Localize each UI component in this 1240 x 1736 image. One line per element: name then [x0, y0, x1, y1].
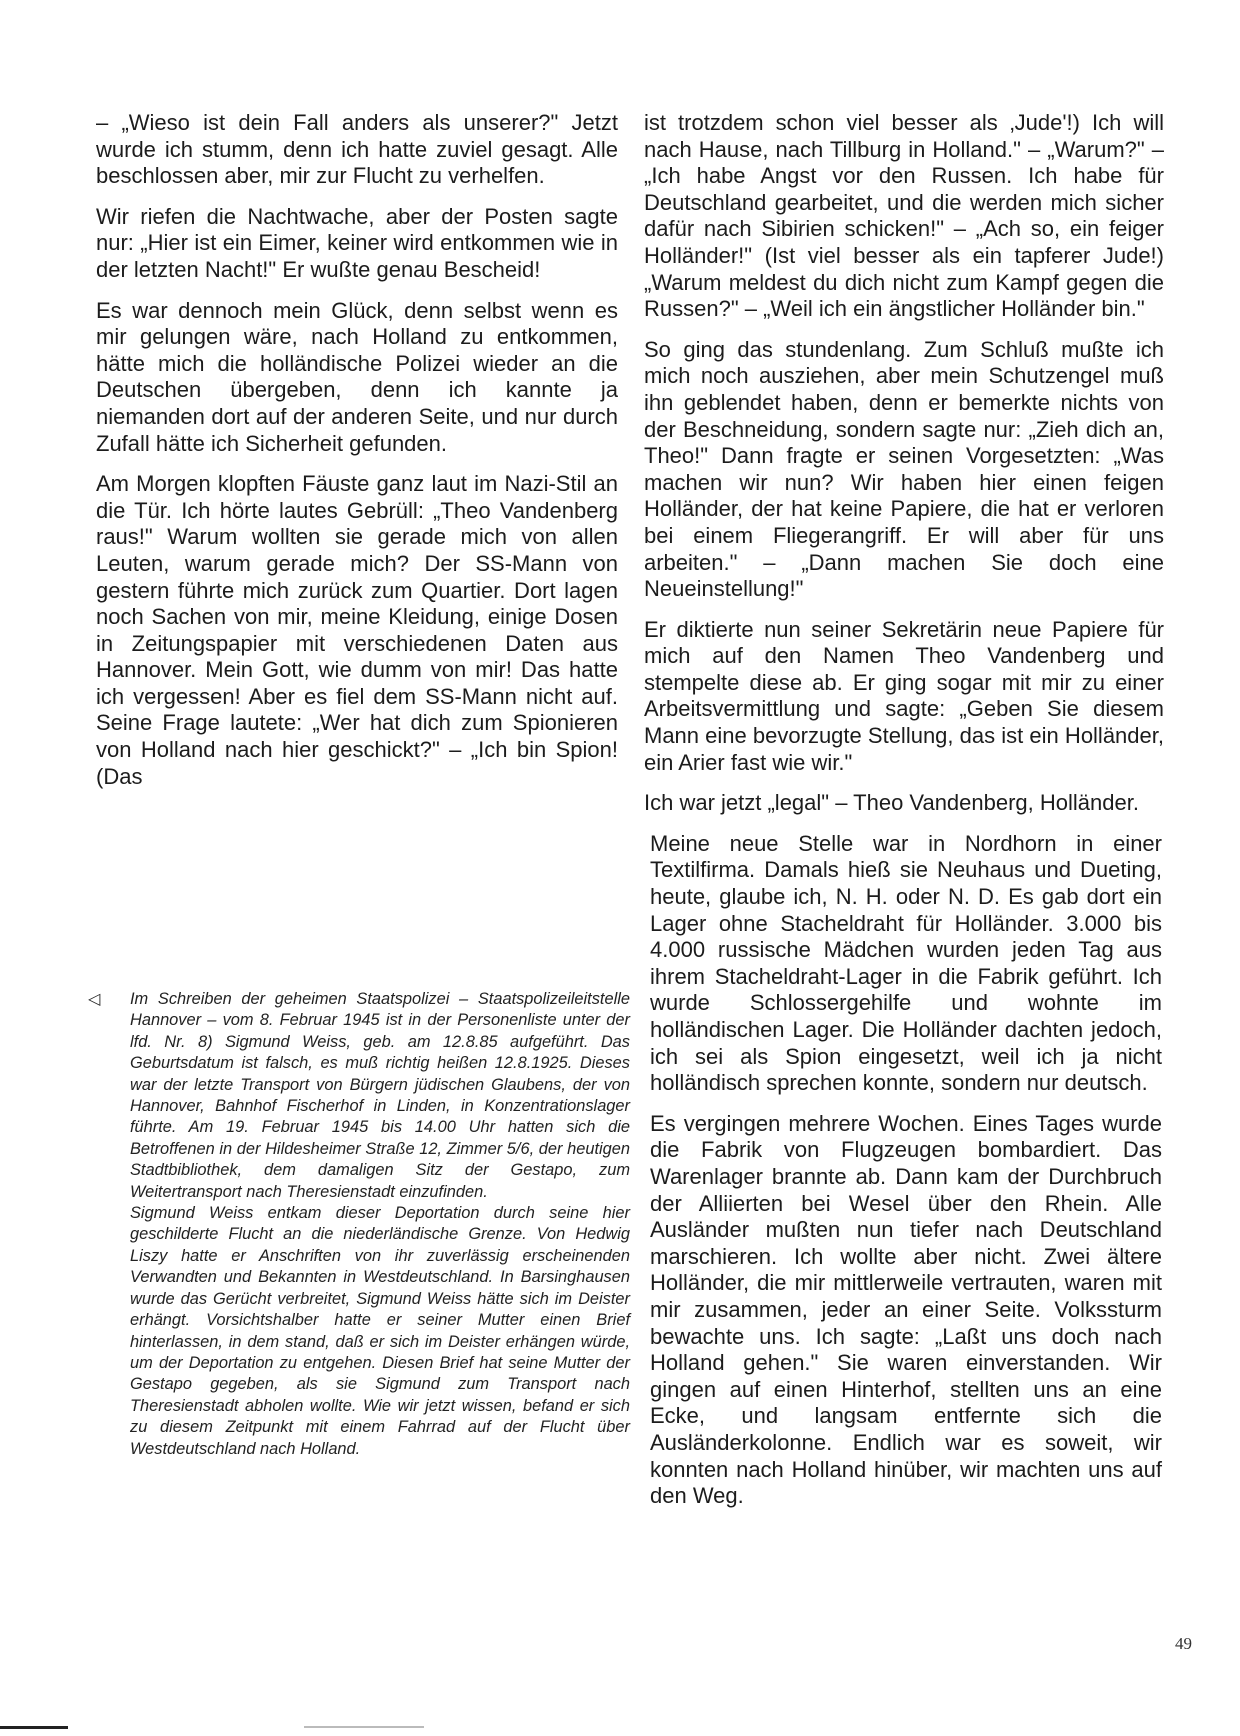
body-paragraph: Es war dennoch mein Glück, denn selbst wenn es mir gelungen wäre, nach Holland zu entkommen, hätte mich die holländische Polizei wieder an die Deutschen übergeben, denn ich kannte ja niemanden dort auf der anderen Seite, und nur durch Zufall hätte ich Sicherheit gefunden. [96, 297, 618, 456]
right-column-lower-block [650, 831, 1162, 1510]
body-paragraph: Ich war jetzt „legal" – Theo Vandenberg, Holländer. [644, 790, 1139, 816]
right-text-column [644, 110, 1164, 1524]
footnote-text: Im Schreiben der geheimen Staatspolizei – Staatspolizeileitstelle Hannover – vom 8. Februar 1945 ist in der Personenliste unter der lfd. Nr. 8) Sigmund Weiss, geb. am 12.8.85 aufgeführt. Das Geburtsdatum ist falsch, es muß richtig heißen 12.8.1925. Dieses war der letzte Transport von Bürgern jüdischen Glaubens, der von Hannover, Bahnhof Fischerhof in Linden, in Konzentrationslager führte. Am 19. Februar 1945 bis 14.00 Uhr hatten sich die Betroffenen in der Hildesheimer Straße 12, Zimmer 5/6, der heutigen Stadtbibliothek, dem damaligen Sitz der Gestapo, zum Weitertransport nach Theresienstadt einzufinden. [130, 990, 630, 1201]
body-paragraph: Es vergingen mehrere Wochen. Eines Tages wurde die Fabrik von Flugzeugen bombardiert. Das Warenlager brannte ab. Dann kam der Durchbruch der Alliierten bei Wesel über den Rhein. Alle Ausländer mußten nun tiefer nach Deutschland marschieren. Ich wollte aber nicht. Zwei ältere Holländer, die mir mittlerweile vertrauten, waren mit mir zusammen, jeder an einer Seite. Volkssturm bewachte uns. Ich sagte: „Laßt uns doch nach Holland gehen." Sie waren einverstanden. Wir gingen auf einen Hinterhof, stellten uns an eine Ecke, und langsam entfernte sich die Ausländerkolonne. Endlich war es soweit, wir konnten nach Holland hinüber, wir machten uns auf den Weg. [650, 1110, 1162, 1509]
body-paragraph: Meine neue Stelle war in Nordhorn in einer Textilfirma. Damals hieß sie Neuhaus und Dueting, heute, glaube ich, N. H. oder N. D. Es gab dort ein Lager ohne Stacheldraht für Holländer. 3.000 bis 4.000 russische Mädchen wurden jeden Tag aus ihrem Stacheldraht-Lager in die Fabrik geführt. Ich wurde Schlossergehilfe und wohnte im holländischen Lager. Die Holländer dachten jedoch, ich sei als Spion eingesetzt, weil ich ja nicht holländisch sprechen konnte, sondern nur deutsch. [650, 830, 1162, 1096]
body-paragraph: – „Wieso ist dein Fall anders als unserer?" Jetzt wurde ich stumm, denn ich hatte zuviel gesagt. Alle beschlossen aber, mir zur Flucht zu verhelfen. [96, 110, 618, 189]
body-paragraph: Am Morgen klopften Fäuste ganz laut im Nazi-Stil an die Tür. Ich hörte lautes Gebrüll: „Theo Vandenberg raus!" Warum wollten sie gerade mich von allen Leuten, warum gerade mich? Der SS-Mann von gestern führte mich zurück zum Quartier. Dort lagen noch Sachen von mir, meine Kleidung, einige Dosen in Zeitungspapier mit verschiedenen Daten aus Hannover. Mein Gott, wie dumm von mir! Das hatte ich vergessen! Aber es fiel dem SS-Mann nicht auf. Seine Frage lautete: „Wer hat dich zum Spionieren von Holland nach hier geschickt?" – „Ich bin Spion! (Das [96, 471, 618, 789]
body-paragraph: ist trotzdem schon viel besser als ‚Jude'!) Ich will nach Hause, nach Tillburg in Holland." – „Warum?" – „Ich habe Angst vor den Russen. Ich habe für Deutschland gearbeitet, und die werden mich sicher dafür nach Sibirien schicken!" – „Ach so, ein feiger Holländer!" (Ist viel besser als ein tapferer Jude!) „Warum meldest du dich nicht zum Kampf gegen die Russen?" – „Weil ich ein ängstlicher Holländer bin." [644, 110, 1164, 322]
body-paragraph: Wir riefen die Nachtwache, aber der Posten sagte nur: „Hier ist ein Eimer, keiner wird entkommen wie in der letzten Nacht!" Er wußte genau Bescheid! [96, 203, 618, 282]
body-paragraph: Er diktierte nun seiner Sekretärin neue Papiere für mich auf den Namen Theo Vandenberg und stempelte diese ab. Er ging sogar mit mir zu einer Arbeitsvermittlung und sagte: „Geben Sie diesem Mann eine bevorzugte Stellung, das ist ein Holländer, ein Arier fast wie wir." [644, 616, 1164, 775]
footnote-paragraph: Sigmund Weiss entkam dieser Deportation durch seine hier geschilderte Flucht an die niederländische Grenze. Von Hedwig Liszy hatte er Anschriften von ihr zuverlässig erscheinenden Verwandten und Bekannten in Westdeutschland. In Barsinghausen wurde das Gerücht verbreitet, Sigmund Weiss hätte sich im Deister erhängt. Vorsichtshalber hatte er seiner Mutter einen Brief hinterlassen, in dem stand, daß er sich im Deister erhängen würde, um der Deportation zu entgehen. Diesen Brief hat seine Mutter der Gestapo gegeben, als sie Sigmund zum Transport nach Theresienstadt abholen wollte. Wie wir jetzt wissen, befand er sich zu diesem Zeitpunkt mit einem Fahrrad auf der Flucht über Westdeutschland nach Holland. [130, 1204, 630, 1458]
left-text-column [96, 110, 618, 804]
bottom-edge-smudge [304, 1726, 424, 1728]
footnote [88, 989, 630, 1460]
footnote-paragraph [96, 989, 630, 1203]
page-number: 49 [1175, 1634, 1192, 1653]
body-paragraph: So ging das stundenlang. Zum Schluß mußte ich mich noch ausziehen, aber mein Schutzengel muß ihn geblendet haben, denn er bemerkte nichts von der Beschneidung, sondern sagte nur: „Zieh dich an, Theo!" Dann fragte er seinen Vorgesetzten: „Was machen wir nun? Wir haben hier einen feigen Holländer, der hat keine Papiere, die hat er verloren bei einem Fliegerangriff. Er will aber für uns arbeiten." – „Dann machen Sie doch eine Neueinstellung!" [644, 336, 1164, 602]
bottom-edge-mark [0, 1726, 68, 1729]
footnote-arrow-icon: ◁ [88, 991, 101, 1008]
